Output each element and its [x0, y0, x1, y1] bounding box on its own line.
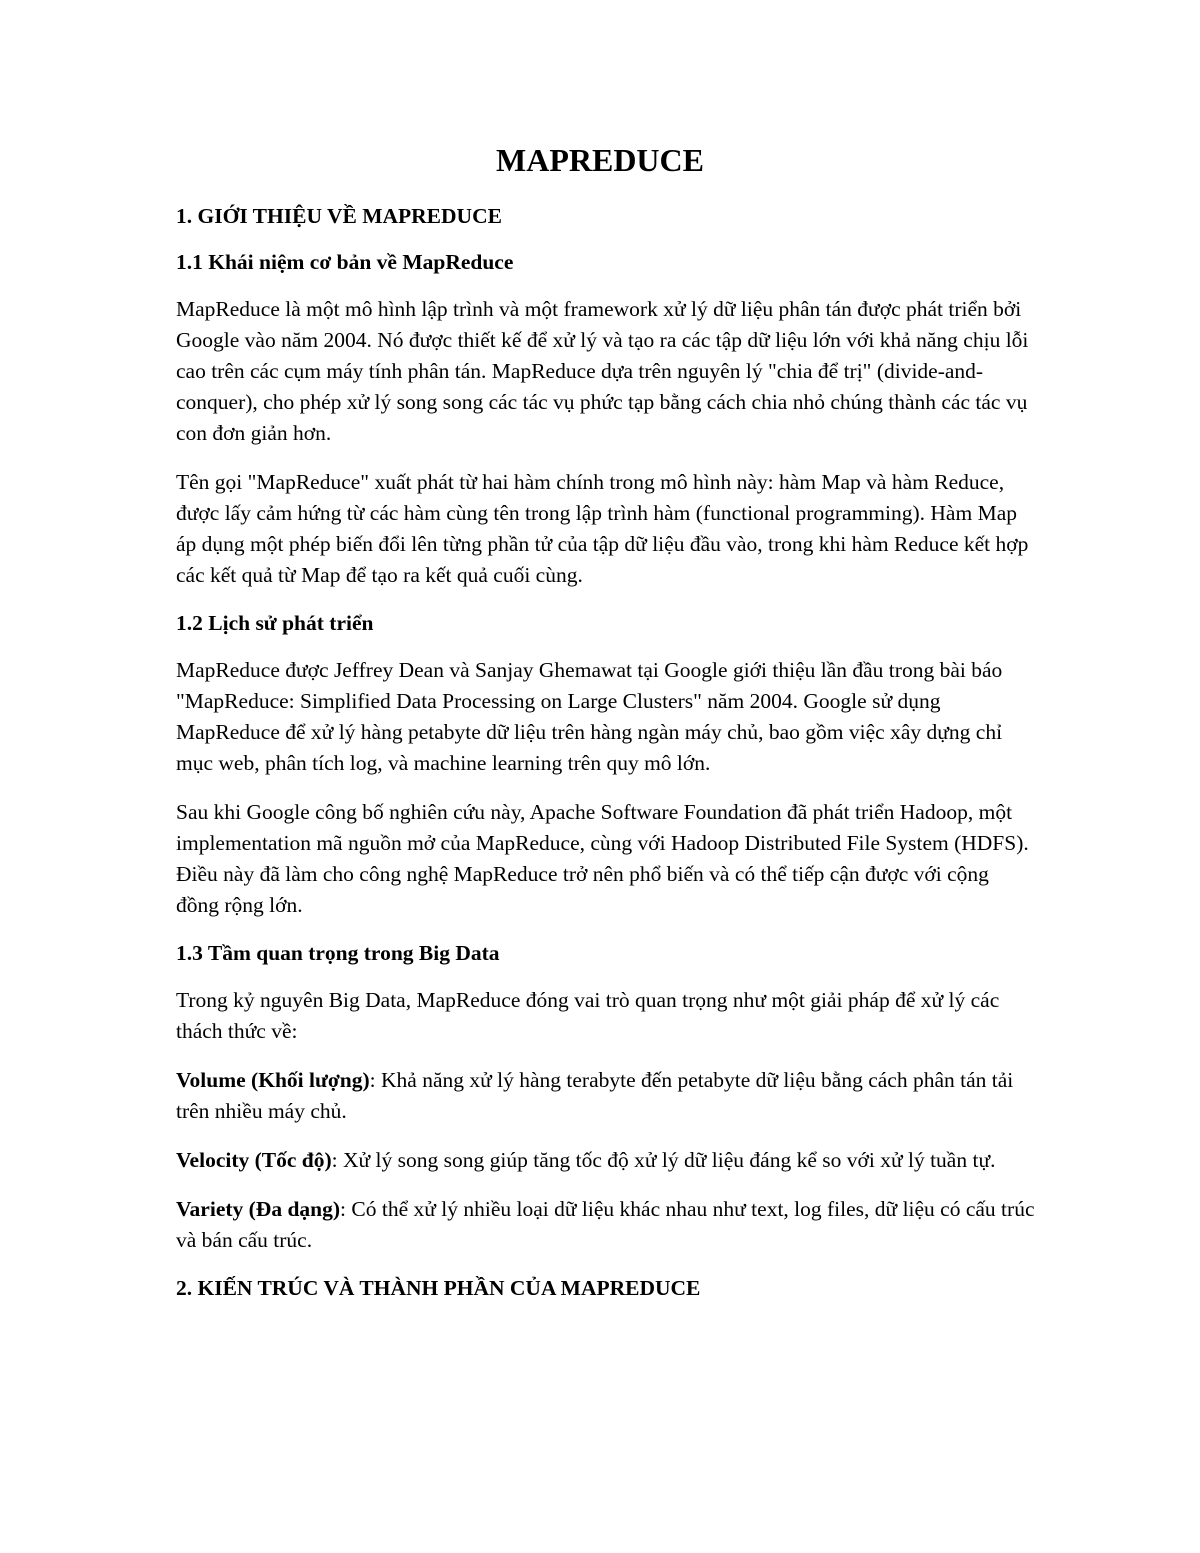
- document-page: [176, 140, 1036, 1320]
- subsection-1-2-heading: 1.2 Lịch sử phát triển: [176, 611, 374, 635]
- subsection-1-3-heading: 1.3 Tầm quan trọng trong Big Data: [176, 941, 500, 965]
- subsection-1-1-heading: 1.1 Khái niệm cơ bản về MapReduce: [176, 250, 514, 274]
- variety-term: Variety (Đa dạng): [176, 1197, 341, 1221]
- paragraph: Tên gọi "MapReduce" xuất phát từ hai hàm chính trong mô hình này: hàm Map và hàm Reduce, được lấy cảm hứng từ các hàm cùng tên trong lập trình hàm (functional programming). Hàm Map áp dụng một phép biến đổi lên từng phần tử của tập dữ liệu đầu vào, trong khi hàm Reduce kết hợp các kết quả từ Map để tạo ra kết quả cuối cùng.: [176, 470, 1029, 587]
- variety-item: [176, 1194, 1036, 1256]
- paragraph: MapReduce là một mô hình lập trình và một framework xử lý dữ liệu phân tán được phát triển bởi Google vào năm 2004. Nó được thiết kế để xử lý và tạo ra các tập dữ liệu lớn với khả năng chịu lỗi cao trên các cụm máy tính phân tán. MapReduce dựa trên nguyên lý "chia để trị" (divide-and-conquer), cho phép xử lý song song các tác vụ phức tạp bằng cách chia nhỏ chúng thành các tác vụ con đơn giản hơn.: [176, 297, 1029, 445]
- volume-item: [176, 1065, 1036, 1127]
- paragraph: MapReduce được Jeffrey Dean và Sanjay Ghemawat tại Google giới thiệu lần đầu trong bài báo "MapReduce: Simplified Data Processing on Large Clusters" năm 2004. Google sử dụng MapReduce để xử lý hàng petabyte dữ liệu trên hàng ngàn máy chủ, bao gồm việc xây dựng chỉ mục web, phân tích log, và machine learning trên quy mô lớn.: [176, 658, 1003, 775]
- variety-text: : Có thể xử lý nhiều loại dữ liệu khác nhau như text, log files, dữ liệu có cấu trúc và bán cấu trúc.: [176, 1197, 1035, 1252]
- velocity-text: : Xử lý song song giúp tăng tốc độ xử lý dữ liệu đáng kể so với xử lý tuần tự.: [331, 1148, 996, 1172]
- paragraph: Trong kỷ nguyên Big Data, MapReduce đóng vai trò quan trọng như một giải pháp để xử lý các thách thức về:: [176, 988, 1000, 1043]
- volume-term: Volume (Khối lượng): [176, 1068, 370, 1092]
- section-1-heading: 1. GIỚI THIỆU VỀ MAPREDUCE: [176, 204, 502, 228]
- volume-text: : Khả năng xử lý hàng terabyte đến petabyte dữ liệu bằng cách phân tán tải trên nhiều máy chủ.: [176, 1068, 1014, 1123]
- document-title: MAPREDUCE: [496, 142, 704, 178]
- velocity-term: Velocity (Tốc độ): [176, 1148, 332, 1172]
- paragraph: Sau khi Google công bố nghiên cứu này, Apache Software Foundation đã phát triển Hadoop, một implementation mã nguồn mở của MapReduce, cùng với Hadoop Distributed File System (HDFS). Điều này đã làm cho công nghệ MapReduce trở nên phổ biến và có thể tiếp cận được với cộng đồng rộng lớn.: [176, 800, 1029, 917]
- section-2-heading: 2. KIẾN TRÚC VÀ THÀNH PHẦN CỦA MAPREDUCE: [176, 1276, 701, 1300]
- velocity-item: [176, 1145, 1036, 1176]
